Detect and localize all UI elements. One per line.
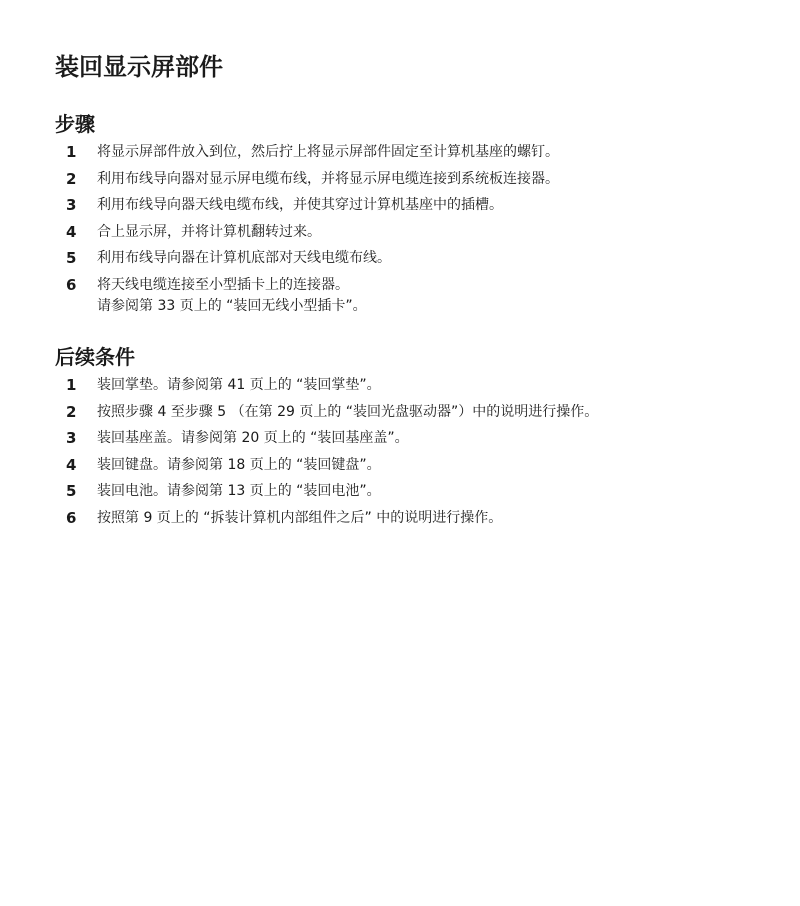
step-number: 4: [66, 222, 77, 241]
step-number: 3: [66, 429, 77, 447]
step-text: 装回电池。请参阅第 13 页上的 “装回电池”。: [97, 483, 381, 499]
step-text: 利用布线导向器对显示屏电缆布线，并将显示屏电缆连接到系统板连接器。: [97, 170, 559, 187]
step-text: 按照第 9 页上的 “拆装计算机内部组件之后” 中的说明进行操作。: [97, 509, 503, 526]
postrequisites-heading: 后续条件: [55, 345, 135, 369]
step-number: 5: [66, 249, 77, 267]
step-number: 2: [66, 169, 77, 188]
step-number: 4: [66, 455, 77, 474]
step-text: 按照步骤 4 至步骤 5 （在第 29 页上的 “装回光盘驱动器”）中的说明进行操作。: [97, 403, 599, 420]
step-number: 1: [66, 143, 77, 161]
step-number: 3: [66, 196, 77, 214]
step-text: 合上显示屏，并将计算机翻转过来。: [97, 223, 321, 240]
step-text: 装回键盘。请参阅第 18 页上的 “装回键盘”。: [97, 456, 381, 473]
step-cross-reference: 请参阅第 33 页上的 “装回无线小型插卡”。: [97, 297, 367, 314]
step-text: 利用布线导向器在计算机底部对天线电缆布线。: [97, 250, 391, 266]
step-number: 6: [66, 508, 77, 527]
step-text: 装回基座盖。请参阅第 20 页上的 “装回基座盖”。: [97, 430, 409, 446]
step-number: 5: [66, 482, 77, 500]
step-text: 将显示屏部件放入到位，然后拧上将显示屏部件固定至计算机基座的螺钉。: [97, 144, 559, 160]
step-text: 利用布线导向器天线电缆布线，并使其穿过计算机基座中的插槽。: [97, 197, 503, 213]
step-number: 1: [66, 376, 77, 394]
page-title: 装回显示屏部件: [55, 53, 223, 81]
step-number: 2: [66, 402, 77, 421]
step-number: 6: [66, 275, 77, 294]
step-text: 装回掌垫。请参阅第 41 页上的 “装回掌垫”。: [97, 377, 381, 393]
procedure-heading: 步骤: [55, 112, 95, 136]
step-text: 将天线电缆连接至小型插卡上的连接器。: [97, 276, 349, 293]
